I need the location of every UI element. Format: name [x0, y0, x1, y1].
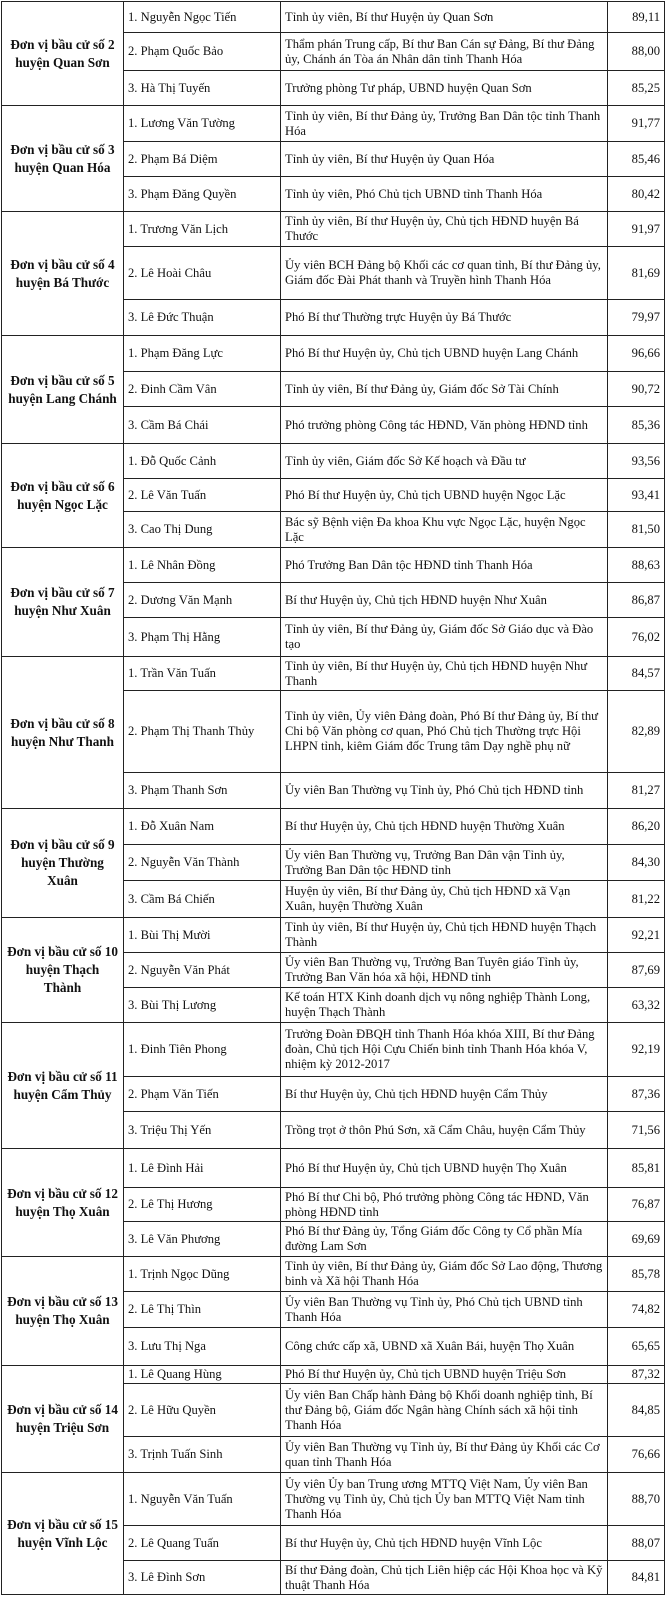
candidate-name: 2. Nguyễn Văn Phát [124, 953, 281, 988]
candidate-position: Tỉnh ủy viên, Giám đốc Sở Kế hoạch và Đầu tư [281, 444, 608, 479]
vote-percentage: 80,42 [608, 177, 665, 212]
candidate-position: Phó Bí thư Đảng ủy, Tổng Giám đốc Công ty Cổ phần Mía đường Lam Sơn [281, 1222, 608, 1257]
table-row [2, 212, 665, 247]
vote-percentage: 89,11 [608, 2, 665, 33]
constituency-cell: Đơn vị bầu cử số 13 huyện Thọ Xuân [2, 1257, 124, 1366]
candidate-position: Tỉnh ủy viên, Bí thư Huyện ủy Quan Hóa [281, 142, 608, 177]
vote-percentage: 92,19 [608, 1023, 665, 1077]
candidate-name: 3. Lưu Thị Nga [124, 1328, 281, 1366]
candidate-position: Phó Bí thư Huyện ủy, Chủ tịch UBND huyện Ngọc Lặc [281, 479, 608, 512]
vote-percentage: 82,89 [608, 691, 665, 773]
table-row [2, 1149, 665, 1188]
constituency-cell: Đơn vị bầu cử số 2 huyện Quan Sơn [2, 2, 124, 106]
candidate-name: 3. Cao Thị Dung [124, 512, 281, 548]
candidate-position: Tỉnh ủy viên, Ủy viên Đảng đoàn, Phó Bí thư Đảng ủy, Bí thư Chi bộ Văn phòng cơ quan, Phó Chủ tịch Thường trực Hội LHPN tỉnh, kiêm Giám đốc Trung tâm Dạy nghề phụ nữ [281, 691, 608, 773]
election-results-body [2, 2, 665, 1595]
table-row [2, 548, 665, 583]
candidate-name: 3. Cầm Bá Chiến [124, 881, 281, 918]
candidate-position: Ủy viên Ban Thường vụ Tỉnh ủy, Phó Chủ tịch UBND tỉnh Thanh Hóa [281, 1292, 608, 1328]
candidate-name: 2. Dương Văn Mạnh [124, 583, 281, 618]
vote-percentage: 84,85 [608, 1384, 665, 1437]
vote-percentage: 91,77 [608, 106, 665, 142]
vote-percentage: 76,87 [608, 1188, 665, 1222]
vote-percentage: 85,46 [608, 142, 665, 177]
candidate-name: 3. Phạm Thanh Sơn [124, 773, 281, 809]
candidate-name: 3. Triệu Thị Yến [124, 1112, 281, 1149]
candidate-name: 2. Lê Văn Tuấn [124, 479, 281, 512]
constituency-cell: Đơn vị bầu cử số 6 huyện Ngọc Lặc [2, 444, 124, 548]
table-row [2, 336, 665, 372]
vote-percentage: 85,36 [608, 407, 665, 444]
table-row [2, 657, 665, 691]
candidate-position: Phó trưởng phòng Công tác HĐND, Văn phòng HĐND tỉnh [281, 407, 608, 444]
table-row [2, 809, 665, 845]
vote-percentage: 93,56 [608, 444, 665, 479]
candidate-name: 2. Lê Thị Thìn [124, 1292, 281, 1328]
constituency-cell: Đơn vị bầu cử số 9 huyện Thường Xuân [2, 809, 124, 918]
candidate-name: 3. Lê Đình Sơn [124, 1561, 281, 1595]
candidate-name: 1. Lương Văn Tường [124, 106, 281, 142]
vote-percentage: 81,69 [608, 247, 665, 300]
candidate-position: Bí thư Huyện ủy, Chủ tịch HĐND huyện Thường Xuân [281, 809, 608, 845]
candidate-name: 3. Phạm Đăng Quyền [124, 177, 281, 212]
candidate-name: 3. Trịnh Tuấn Sinh [124, 1437, 281, 1473]
candidate-name: 1. Trương Văn Lịch [124, 212, 281, 247]
candidate-position: Tỉnh ủy viên, Bí thư Đảng ủy, Trưởng Ban Dân tộc tỉnh Thanh Hóa [281, 106, 608, 142]
candidate-position: Phó Bí thư Huyện ủy, Chủ tịch UBND huyện Lang Chánh [281, 336, 608, 372]
table-row [2, 1023, 665, 1077]
vote-percentage: 88,63 [608, 548, 665, 583]
candidate-name: 1. Trần Văn Tuấn [124, 657, 281, 691]
candidate-name: 2. Phạm Bá Diệm [124, 142, 281, 177]
candidate-position: Tỉnh ủy viên, Bí thư Huyện ủy, Chủ tịch HĐND huyện Bá Thước [281, 212, 608, 247]
candidate-position: Phó Trưởng Ban Dân tộc HĐND tỉnh Thanh Hóa [281, 548, 608, 583]
candidate-name: 3. Lê Văn Phương [124, 1222, 281, 1257]
vote-percentage: 96,66 [608, 336, 665, 372]
vote-percentage: 87,69 [608, 953, 665, 988]
vote-percentage: 84,30 [608, 845, 665, 881]
constituency-cell: Đơn vị bầu cử số 5 huyện Lang Chánh [2, 336, 124, 444]
candidate-name: 2. Phạm Thị Thanh Thủy [124, 691, 281, 773]
vote-percentage: 81,50 [608, 512, 665, 548]
vote-percentage: 91,97 [608, 212, 665, 247]
constituency-cell: Đơn vị bầu cử số 15 huyện Vĩnh Lộc [2, 1473, 124, 1595]
candidate-position: Bí thư Đảng đoàn, Chủ tịch Liên hiệp các Hội Khoa học và Kỹ thuật Thanh Hóa [281, 1561, 608, 1595]
candidate-position: Trưởng phòng Tư pháp, UBND huyện Quan Sơn [281, 71, 608, 106]
vote-percentage: 86,87 [608, 583, 665, 618]
table-row [2, 918, 665, 953]
candidate-position: Trồng trọt ở thôn Phú Sơn, xã Cẩm Châu, huyện Cẩm Thủy [281, 1112, 608, 1149]
vote-percentage: 88,00 [608, 33, 665, 71]
candidate-position: Bí thư Huyện ủy, Chủ tịch HĐND huyện Như Xuân [281, 583, 608, 618]
vote-percentage: 63,32 [608, 988, 665, 1023]
table-row [2, 1473, 665, 1526]
candidate-position: Ủy viên Ban Chấp hành Đảng bộ Khối doanh nghiệp tỉnh, Bí thư Đảng bộ, Giám đốc Ngân hàng Chính sách xã hội tỉnh Thanh Hóa [281, 1384, 608, 1437]
vote-percentage: 69,69 [608, 1222, 665, 1257]
candidate-name: 3. Phạm Thị Hằng [124, 618, 281, 657]
vote-percentage: 87,36 [608, 1077, 665, 1112]
candidate-position: Tỉnh ủy viên, Bí thư Huyện ủy, Chủ tịch HĐND huyện Như Thanh [281, 657, 608, 691]
table-row [2, 1366, 665, 1384]
candidate-position: Ủy viên Ban Thường vụ, Trưởng Ban Tuyên giáo Tỉnh ủy, Trưởng Ban Văn hóa xã hội, HĐND tỉnh [281, 953, 608, 988]
constituency-cell: Đơn vị bầu cử số 8 huyện Như Thanh [2, 657, 124, 809]
constituency-cell: Đơn vị bầu cử số 14 huyện Triệu Sơn [2, 1366, 124, 1473]
candidate-position: Bí thư Huyện ủy, Chủ tịch HĐND huyện Vĩnh Lộc [281, 1526, 608, 1561]
vote-percentage: 85,78 [608, 1257, 665, 1292]
candidate-position: Tỉnh ủy viên, Bí thư Huyện ủy Quan Sơn [281, 2, 608, 33]
vote-percentage: 86,20 [608, 809, 665, 845]
candidate-name: 2. Lê Hữu Quyền [124, 1384, 281, 1437]
candidate-name: 1. Lê Nhân Đồng [124, 548, 281, 583]
constituency-cell: Đơn vị bầu cử số 10 huyện Thạch Thành [2, 918, 124, 1023]
election-results-table [1, 1, 665, 1595]
candidate-position: Trưởng Đoàn ĐBQH tỉnh Thanh Hóa khóa XIII, Bí thư Đảng đoàn, Chủ tịch Hội Cựu Chiến binh tỉnh Thanh Hóa khóa V, nhiệm kỳ 2012-2017 [281, 1023, 608, 1077]
constituency-cell: Đơn vị bầu cử số 3 huyện Quan Hóa [2, 106, 124, 212]
table-row [2, 106, 665, 142]
candidate-name: 1. Nguyễn Văn Tuấn [124, 1473, 281, 1526]
candidate-position: Tỉnh ủy viên, Bí thư Đảng ủy, Giám đốc Sở Lao động, Thương binh và Xã hội Thanh Hóa [281, 1257, 608, 1292]
vote-percentage: 79,97 [608, 300, 665, 336]
candidate-position: Ủy viên Ban Thường vụ Tỉnh ủy, Phó Chủ tịch HĐND tỉnh [281, 773, 608, 809]
candidate-position: Tỉnh ủy viên, Bí thư Đảng ủy, Giám đốc Sở Giáo dục và Đào tạo [281, 618, 608, 657]
candidate-name: 3. Cầm Bá Chái [124, 407, 281, 444]
vote-percentage: 81,27 [608, 773, 665, 809]
candidate-position: Huyện ủy viên, Bí thư Đảng ủy, Chủ tịch HĐND xã Vạn Xuân, huyện Thường Xuân [281, 881, 608, 918]
candidate-name: 1. Phạm Đăng Lực [124, 336, 281, 372]
candidate-name: 1. Đinh Tiên Phong [124, 1023, 281, 1077]
candidate-position: Tỉnh ủy viên, Bí thư Đảng ủy, Giám đốc Sở Tài Chính [281, 372, 608, 407]
candidate-name: 1. Bùi Thị Mười [124, 918, 281, 953]
candidate-position: Phó Bí thư Thường trực Huyện ủy Bá Thước [281, 300, 608, 336]
vote-percentage: 84,81 [608, 1561, 665, 1595]
candidate-position: Phó Bí thư Huyện ủy, Chủ tịch UBND huyện Thọ Xuân [281, 1149, 608, 1188]
vote-percentage: 85,25 [608, 71, 665, 106]
vote-percentage: 93,41 [608, 479, 665, 512]
vote-percentage: 71,56 [608, 1112, 665, 1149]
vote-percentage: 74,82 [608, 1292, 665, 1328]
candidate-name: 1. Đỗ Quốc Cảnh [124, 444, 281, 479]
candidate-name: 2. Phạm Quốc Bảo [124, 33, 281, 71]
vote-percentage: 88,07 [608, 1526, 665, 1561]
vote-percentage: 85,81 [608, 1149, 665, 1188]
vote-percentage: 76,66 [608, 1437, 665, 1473]
candidate-position: Kế toán HTX Kinh doanh dịch vụ nông nghiệp Thành Long, huyện Thạch Thành [281, 988, 608, 1023]
candidate-name: 3. Lê Đức Thuận [124, 300, 281, 336]
vote-percentage: 84,57 [608, 657, 665, 691]
candidate-position: Phó Bí thư Chi bộ, Phó trưởng phòng Công tác HĐND, Văn phòng HĐND tỉnh [281, 1188, 608, 1222]
vote-percentage: 76,02 [608, 618, 665, 657]
constituency-cell: Đơn vị bầu cử số 4 huyện Bá Thước [2, 212, 124, 336]
constituency-cell: Đơn vị bầu cử số 7 huyện Như Xuân [2, 548, 124, 657]
candidate-name: 2. Lê Quang Tuấn [124, 1526, 281, 1561]
candidate-position: Bác sỹ Bệnh viện Đa khoa Khu vực Ngọc Lặc, huyện Ngọc Lặc [281, 512, 608, 548]
vote-percentage: 81,22 [608, 881, 665, 918]
candidate-name: 3. Bùi Thị Lương [124, 988, 281, 1023]
candidate-name: 1. Lê Đình Hải [124, 1149, 281, 1188]
candidate-position: Tỉnh ủy viên, Phó Chủ tịch UBND tỉnh Thanh Hóa [281, 177, 608, 212]
candidate-name: 2. Đinh Cầm Vân [124, 372, 281, 407]
candidate-position: Tỉnh ủy viên, Bí thư Huyện ủy, Chủ tịch HĐND huyện Thạch Thành [281, 918, 608, 953]
table-row [2, 444, 665, 479]
candidate-name: 1. Nguyễn Ngọc Tiến [124, 2, 281, 33]
candidate-position: Ủy viên Ủy ban Trung ương MTTQ Việt Nam, Ủy viên Ban Thường vụ Tỉnh ủy, Chủ tịch Ủy ban MTTQ Việt Nam tỉnh Thanh Hóa [281, 1473, 608, 1526]
candidate-position: Ủy viên Ban Thường vụ, Trưởng Ban Dân vận Tỉnh ủy, Trưởng Ban Dân tộc HĐND tỉnh [281, 845, 608, 881]
vote-percentage: 92,21 [608, 918, 665, 953]
candidate-position: Công chức cấp xã, UBND xã Xuân Bái, huyện Thọ Xuân [281, 1328, 608, 1366]
candidate-name: 2. Lê Hoài Châu [124, 247, 281, 300]
candidate-position: Ủy viên Ban Thường vụ Tỉnh ủy, Bí thư Đảng ủy Khối các Cơ quan tỉnh Thanh Hóa [281, 1437, 608, 1473]
vote-percentage: 87,32 [608, 1366, 665, 1384]
candidate-position: Ủy viên BCH Đảng bộ Khối các cơ quan tỉnh, Bí thư Đảng ủy, Giám đốc Đài Phát thanh và Truyền hình Thanh Hóa [281, 247, 608, 300]
constituency-cell: Đơn vị bầu cử số 12 huyện Thọ Xuân [2, 1149, 124, 1257]
table-row [2, 2, 665, 33]
candidate-name: 1. Lê Quang Hùng [124, 1366, 281, 1384]
constituency-cell: Đơn vị bầu cử số 11 huyện Cẩm Thủy [2, 1023, 124, 1149]
candidate-position: Thẩm phán Trung cấp, Bí thư Ban Cán sự Đảng, Bí thư Đảng ủy, Chánh án Tòa án Nhân dân tỉnh Thanh Hóa [281, 33, 608, 71]
vote-percentage: 88,70 [608, 1473, 665, 1526]
candidate-name: 3. Hà Thị Tuyến [124, 71, 281, 106]
vote-percentage: 90,72 [608, 372, 665, 407]
candidate-name: 2. Lê Thị Hương [124, 1188, 281, 1222]
candidate-name: 2. Phạm Văn Tiến [124, 1077, 281, 1112]
candidate-name: 1. Trịnh Ngọc Dũng [124, 1257, 281, 1292]
candidate-position: Bí thư Huyện ủy, Chủ tịch HĐND huyện Cẩm Thủy [281, 1077, 608, 1112]
candidate-position: Phó Bí thư Huyện ủy, Chủ tịch UBND huyện Triệu Sơn [281, 1366, 608, 1384]
candidate-name: 1. Đỗ Xuân Nam [124, 809, 281, 845]
table-row [2, 1257, 665, 1292]
candidate-name: 2. Nguyễn Văn Thành [124, 845, 281, 881]
vote-percentage: 65,65 [608, 1328, 665, 1366]
